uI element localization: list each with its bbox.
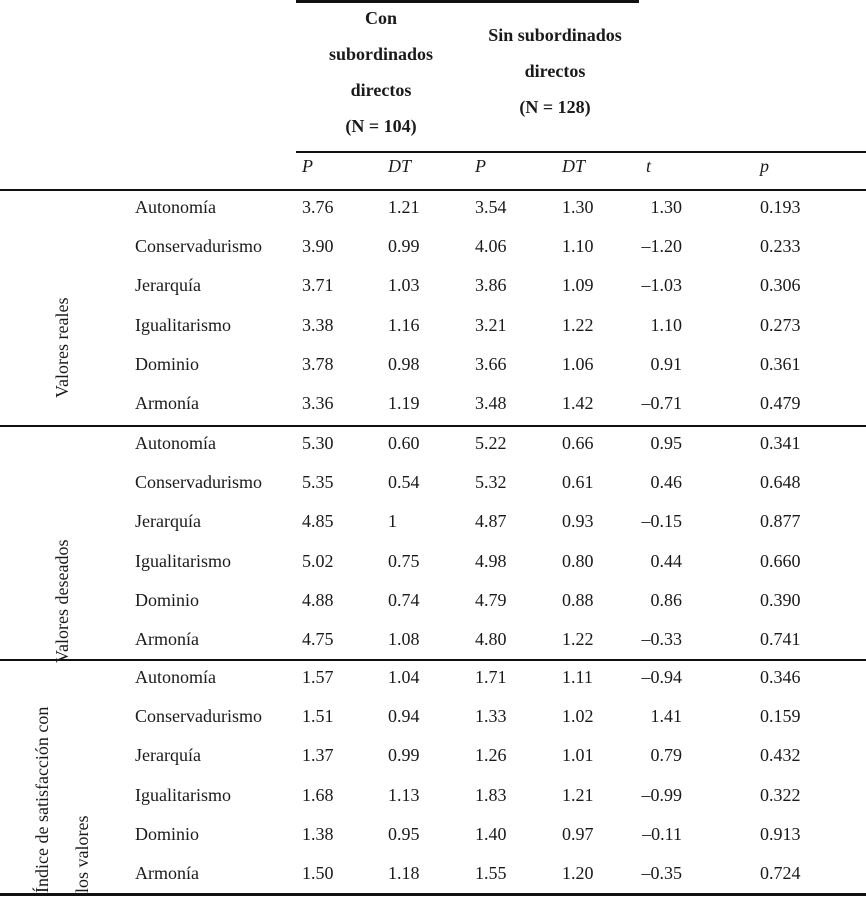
- cell-p-value: 0.322: [760, 784, 801, 805]
- cell-p-sin: 3.48: [475, 393, 507, 413]
- cell-dt-sin: 0.88: [562, 589, 594, 610]
- cell-dt-con: 0.95: [388, 823, 420, 844]
- cell-p-con: 1.51: [302, 706, 334, 727]
- cell-t: –0.15: [641, 511, 682, 532]
- subheader-p2: P: [475, 156, 486, 176]
- header-con-subordinados: [296, 0, 466, 144]
- subheader-p1: P: [302, 156, 313, 176]
- cell-dt-sin: 1.11: [562, 667, 593, 687]
- cell-dt-con: 1: [388, 511, 397, 532]
- header-line: directos: [524, 61, 586, 81]
- cell-p-con: 5.35: [302, 472, 334, 493]
- cell-p-con: 5.30: [302, 433, 334, 453]
- cell-dt-con: 1.13: [388, 784, 420, 805]
- cell-p-value: 0.346: [760, 667, 801, 687]
- cell-p-sin: 1.33: [475, 706, 507, 727]
- row-label: Igualitarismo: [135, 784, 231, 805]
- cell-t: 0.44: [650, 550, 682, 571]
- table-row: [0, 700, 866, 739]
- cell-dt-sin: 1.06: [562, 353, 594, 374]
- cell-p-value: 0.159: [760, 706, 801, 727]
- cell-p-value: 0.233: [760, 236, 801, 257]
- row-label: Igualitarismo: [135, 550, 231, 571]
- cell-p-value: 0.361: [760, 353, 801, 374]
- cell-t: –1.03: [641, 275, 682, 296]
- cell-dt-con: 0.74: [388, 589, 420, 610]
- cell-t: –0.11: [642, 823, 682, 844]
- cell-dt-con: 0.54: [388, 472, 420, 493]
- subheader-t: t: [646, 156, 652, 176]
- cell-dt-sin: 1.42: [562, 393, 594, 413]
- cell-dt-con: 1.08: [388, 629, 420, 649]
- cell-dt-con: 1.04: [388, 667, 420, 687]
- cell-p-sin: 3.54: [475, 197, 507, 217]
- header-line: (N = 128): [519, 97, 591, 117]
- cell-p-con: 3.38: [302, 314, 334, 335]
- row-label: Autonomía: [135, 667, 216, 687]
- header-line: Sin subordinados: [488, 25, 622, 45]
- cell-t: 1.41: [650, 706, 682, 727]
- table-row: [0, 857, 866, 896]
- cell-t: –0.33: [641, 629, 682, 649]
- cell-p-sin: 1.26: [475, 745, 507, 766]
- cell-dt-sin: 1.21: [562, 784, 594, 805]
- cell-dt-sin: 1.10: [562, 236, 594, 257]
- table-row: [0, 779, 866, 818]
- cell-p-sin: 4.80: [475, 629, 507, 649]
- cell-p-con: 4.75: [302, 629, 334, 649]
- row-label: Jerarquía: [135, 745, 201, 766]
- cell-p-sin: 3.21: [475, 314, 507, 335]
- cell-t: 0.95: [650, 433, 682, 453]
- cell-dt-con: 0.75: [388, 550, 420, 571]
- cell-t: –1.20: [641, 236, 682, 257]
- cell-p-con: 3.36: [302, 393, 334, 413]
- cell-p-sin: 4.87: [475, 511, 507, 532]
- cell-p-sin: 4.98: [475, 550, 507, 571]
- cell-dt-con: 1.18: [388, 863, 420, 883]
- row-label: Armonía: [135, 629, 199, 649]
- cell-dt-sin: 1.20: [562, 863, 594, 883]
- cell-t: –0.35: [641, 863, 682, 883]
- header-group-rule: [296, 151, 866, 153]
- cell-dt-con: 0.60: [388, 433, 420, 453]
- header-sin-subordinados: [470, 17, 640, 125]
- cell-p-sin: 3.86: [475, 275, 507, 296]
- cell-p-value: 0.741: [760, 629, 801, 649]
- cell-p-value: 0.273: [760, 314, 801, 335]
- table-row: [0, 545, 866, 584]
- table-row: [0, 191, 866, 230]
- cell-dt-sin: 1.22: [562, 629, 594, 649]
- cell-t: 0.91: [650, 353, 682, 374]
- cell-p-con: 4.85: [302, 511, 334, 532]
- cell-dt-sin: 0.66: [562, 433, 594, 453]
- cell-dt-con: 0.99: [388, 745, 420, 766]
- row-label: Conservadurismo: [135, 706, 262, 727]
- cell-p-value: 0.660: [760, 550, 801, 571]
- row-label: Dominio: [135, 589, 200, 610]
- table-row: [0, 739, 866, 778]
- cell-p-sin: 5.32: [475, 472, 507, 493]
- cell-p-sin: 4.06: [475, 236, 507, 257]
- table-row: [0, 818, 866, 857]
- row-label: Jerarquía: [135, 511, 201, 532]
- table-row: [0, 623, 866, 662]
- cell-dt-sin: 1.01: [562, 745, 594, 766]
- cell-p-value: 0.432: [760, 745, 801, 766]
- cell-p-con: 3.78: [302, 353, 334, 374]
- group-label-text: Valores reales: [52, 297, 72, 398]
- header-line: subordinados: [328, 44, 434, 64]
- table-row: [0, 466, 866, 505]
- group-label-text: Índice de satisfacción con: [32, 706, 52, 893]
- cell-p-value: 0.341: [760, 433, 801, 453]
- row-label: Dominio: [135, 823, 200, 844]
- table-row: [0, 661, 866, 700]
- cell-p-con: 4.88: [302, 589, 334, 610]
- row-label: Igualitarismo: [135, 314, 231, 335]
- cell-p-sin: 1.71: [475, 667, 507, 687]
- cell-t: 1.30: [650, 197, 682, 217]
- cell-dt-sin: 1.30: [562, 197, 594, 217]
- cell-dt-con: 1.03: [388, 275, 420, 296]
- cell-dt-con: 0.98: [388, 353, 420, 374]
- cell-p-con: 3.90: [302, 236, 334, 257]
- cell-t: 0.86: [650, 589, 682, 610]
- cell-p-sin: 1.55: [475, 863, 507, 883]
- cell-dt-con: 1.21: [388, 197, 420, 217]
- cell-t: –0.71: [641, 393, 682, 413]
- row-label: Jerarquía: [135, 275, 201, 296]
- cell-dt-con: 0.94: [388, 706, 420, 727]
- cell-dt-sin: 1.22: [562, 314, 594, 335]
- cell-p-con: 5.02: [302, 550, 334, 571]
- cell-p-con: 1.38: [302, 823, 334, 844]
- cell-p-value: 0.648: [760, 472, 801, 493]
- header-line: Con: [364, 8, 397, 28]
- table-row: [0, 427, 866, 466]
- cell-dt-sin: 0.80: [562, 550, 594, 571]
- table-row: [0, 269, 866, 308]
- row-label: Conservadurismo: [135, 472, 262, 493]
- group-label-text: los valores: [72, 815, 92, 893]
- group-label-text: Valores deseados: [52, 539, 72, 663]
- header-line: directos: [350, 80, 412, 100]
- cell-dt-sin: 1.09: [562, 275, 594, 296]
- table-row: [0, 230, 866, 269]
- cell-dt-sin: 1.02: [562, 706, 594, 727]
- table-row: [0, 348, 866, 387]
- cell-p-value: 0.193: [760, 197, 801, 217]
- cell-p-sin: 1.83: [475, 784, 507, 805]
- cell-dt-con: 1.19: [388, 393, 420, 413]
- header-line: (N = 104): [345, 116, 417, 136]
- cell-t: 0.79: [650, 745, 682, 766]
- subheader-dt2: DT: [562, 156, 586, 176]
- table-row: [0, 505, 866, 544]
- cell-p-value: 0.877: [760, 511, 801, 532]
- cell-p-value: 0.306: [760, 275, 801, 296]
- cell-dt-sin: 0.61: [562, 472, 594, 493]
- cell-p-sin: 3.66: [475, 353, 507, 374]
- cell-dt-con: 0.99: [388, 236, 420, 257]
- row-label: Armonía: [135, 863, 199, 883]
- cell-p-value: 0.479: [760, 393, 801, 413]
- cell-p-sin: 1.40: [475, 823, 507, 844]
- row-label: Armonía: [135, 393, 199, 413]
- cell-p-value: 0.390: [760, 589, 801, 610]
- cell-p-sin: 4.79: [475, 589, 507, 610]
- cell-t: –0.99: [641, 784, 682, 805]
- row-label: Dominio: [135, 353, 200, 374]
- cell-p-value: 0.913: [760, 823, 801, 844]
- row-label: Autonomía: [135, 433, 216, 453]
- cell-p-sin: 5.22: [475, 433, 507, 453]
- cell-p-con: 3.76: [302, 197, 334, 217]
- cell-t: 0.46: [650, 472, 682, 493]
- table-row: [0, 387, 866, 426]
- table-row: [0, 309, 866, 348]
- subheader-dt1: DT: [388, 156, 412, 176]
- cell-p-con: 3.71: [302, 275, 334, 296]
- cell-t: –0.94: [641, 667, 682, 687]
- cell-p-con: 1.50: [302, 863, 334, 883]
- subheader-pvalue: p: [760, 156, 769, 176]
- cell-dt-con: 1.16: [388, 314, 420, 335]
- cell-p-con: 1.57: [302, 667, 334, 687]
- cell-dt-sin: 0.93: [562, 511, 594, 532]
- cell-t: 1.10: [650, 314, 682, 335]
- cell-p-con: 1.68: [302, 784, 334, 805]
- row-label: Conservadurismo: [135, 236, 262, 257]
- cell-dt-sin: 0.97: [562, 823, 594, 844]
- cell-p-value: 0.724: [760, 863, 801, 883]
- table-row: [0, 584, 866, 623]
- cell-p-con: 1.37: [302, 745, 334, 766]
- row-label: Autonomía: [135, 197, 216, 217]
